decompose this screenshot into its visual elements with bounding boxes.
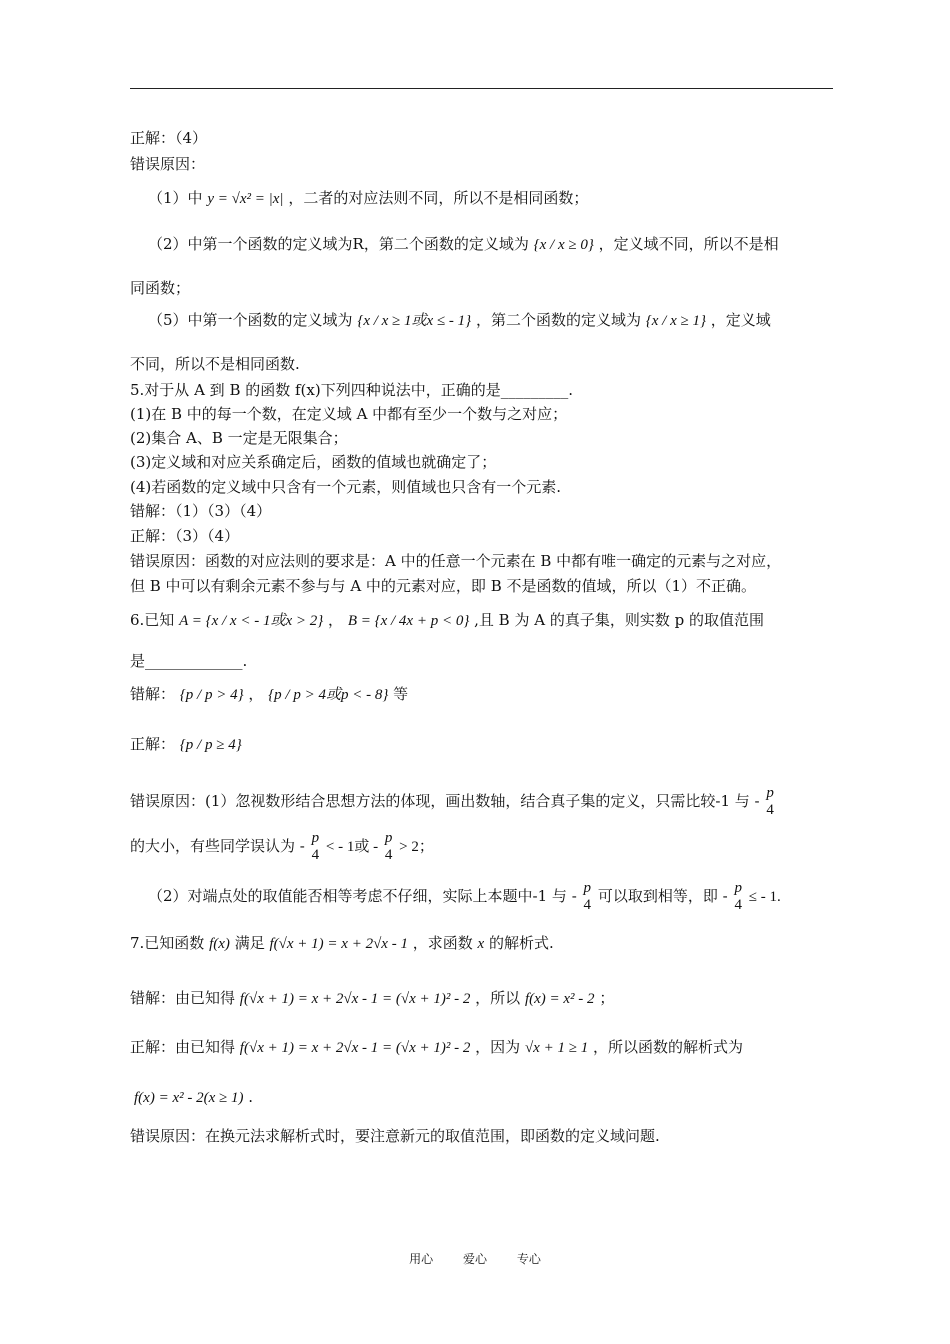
text: ,且 B 为 A 的真子集，则实数 p 的取值范围 [474,611,764,629]
q5-wrong-answer: 错解：（1）（3）（4） [130,502,272,520]
separator: ， [248,685,264,703]
text: . [248,1088,254,1106]
text: 7.已知函数 [130,934,205,952]
q5-correct-answer: 正解：（3）（4） [130,527,240,545]
text: 错误原因：(1）忽视数形结合思想方法的体现，画出数轴，结合真子集的定义，只需比较-1 与 - [130,792,760,810]
math-expression: y = √x² = |x| [207,191,284,207]
fraction-p-over-4 [584,880,592,914]
text: 正解： [130,735,176,753]
math-expression: f(√x + 1) = x + 2√x - 1 [269,936,408,952]
math-text: < - 1或 - [325,839,379,855]
text: ； [599,989,615,1007]
text: 错解：由已知得 [130,989,236,1007]
text: 错解： [130,685,176,703]
q5-option-2: (2)集合 A、B 一定是无限集合； [130,429,348,447]
math-set: {x / x ≥ 1或x ≤ - 1} [357,313,472,329]
separator: ， [328,611,344,629]
text: 可以取到相等，即 - [597,887,728,905]
line-reason-5 [148,310,771,331]
text: ，求函数 [412,934,473,952]
q5-option-3: (3)定义域和对应关系确定后，函数的值域也就确定了； [130,453,497,471]
text: 6.已知 [130,611,175,629]
math-text: ≤ - 1. [748,889,781,905]
denominator: 4 [384,847,393,863]
math-set: {x / x ≥ 1} [645,313,706,329]
math-set: {p / p > 4或p < - 8} [268,687,389,703]
line-correct-answer: 正解：（4） [130,129,208,147]
question-6 [130,610,764,631]
text: 正解：由已知得 [130,1038,236,1056]
footer-text: 用心 [409,1252,434,1266]
q6-reason-2 [148,880,781,914]
q5-option-1: (1)在 B 中的每一个数，在定义域 A 中都有至少一个数与之对应； [130,405,568,423]
numerator: p [734,880,742,896]
text: 满足 [234,934,265,952]
line-reason-5-cont: 不同，所以不是相同函数. [130,355,300,373]
page-footer [0,1250,950,1267]
q6-reason-1 [130,785,776,819]
q7-wrong-answer [130,988,614,1009]
q7-correct-answer [130,1037,743,1058]
fraction-p-over-4 [312,830,320,864]
q6-correct-answer [130,734,242,755]
header-rule [130,88,833,89]
denominator: 4 [311,847,320,863]
fraction-p-over-4 [385,830,393,864]
footer-text: 专心 [516,1252,541,1266]
text: （1）中 [148,189,203,207]
numerator: p [766,785,774,801]
math-expression: √x + 1 ≥ 1 [524,1040,589,1056]
text: ，二者的对应法则不同，所以不是相同函数； [288,189,589,207]
text: 的解析式. [489,934,554,952]
q6-reason-1-cont [130,830,434,864]
math-expression: x [477,936,485,952]
text: ，因为 [475,1038,521,1056]
line-reason-2-cont: 同函数； [130,279,191,297]
math-set: {p / p ≥ 4} [179,737,242,753]
text: （2）中第一个函数的定义域为R，第二个函数的定义域为 [148,235,529,253]
question-6-cont: 是_____________. [130,652,248,670]
q5-reason-line-2: 但 B 中可以有剩余元素不参与与 A 中的元素对应，即 B 不是函数的值域，所以（1）不正确。 [130,577,757,595]
text: ，定义域不同，所以不是相 [598,235,779,253]
line-error-reason-label: 错误原因： [130,155,206,173]
footer-text: 爱心 [462,1252,487,1266]
q6-wrong-answer [130,684,408,705]
math-set-a: A = {x / x < - 1或x > 2} [179,613,324,629]
q7-error-reason: 错误原因：在换元法求解析式时，要注意新元的取值范围，即函数的定义域问题. [130,1127,660,1145]
math-expression: f(x) = x² - 2 [524,991,595,1007]
line-reason-2 [148,234,779,255]
denominator: 4 [766,802,774,818]
question-7 [130,933,554,954]
text: ，所以函数的解析式为 [592,1038,743,1056]
math-set: {x / x ≥ 0} [533,237,594,253]
question-5: 5.对于从 A 到 B 的函数 f(x)下列四种说法中，正确的是_________. [130,381,573,399]
math-expression: f(√x + 1) = x + 2√x - 1 = (√x + 1)² - 2 [239,1040,471,1056]
math-expression: f(x) [209,936,230,952]
denominator: 4 [734,897,742,913]
text: 等 [393,685,409,703]
math-set: {p / p > 4} [179,687,244,703]
fraction-p-over-4 [766,785,774,819]
fraction-p-over-4 [734,880,742,914]
line-reason-1 [148,188,588,209]
q7-correct-answer-cont [134,1087,253,1108]
math-expression: f(x) = x² - 2(x ≥ 1) [134,1090,244,1106]
denominator: 4 [583,897,592,913]
text: 的大小，有些同学误认为 - [130,837,305,855]
q5-reason-line-1: 错误原因：函数的对应法则的要求是：A 中的任意一个元素在 B 中都有唯一确定的元素与之对应， [130,552,782,570]
text: ，第二个函数的定义域为 [475,311,641,329]
numerator: p [384,830,393,846]
numerator: p [583,880,592,896]
text: ，定义域 [710,311,771,329]
q5-option-4: (4)若函数的定义域中只含有一个元素，则值域也只含有一个元素. [130,478,562,496]
math-set-b: B = {x / 4x + p < 0} [347,613,470,629]
text: ，所以 [475,989,521,1007]
text: （5）中第一个函数的定义域为 [148,311,353,329]
math-expression: f(√x + 1) = x + 2√x - 1 = (√x + 1)² - 2 [239,991,471,1007]
text: （2）对端点处的取值能否相等考虑不仔细，实际上本题中-1 与 - [148,887,577,905]
math-text: > 2； [399,839,434,855]
numerator: p [311,830,320,846]
